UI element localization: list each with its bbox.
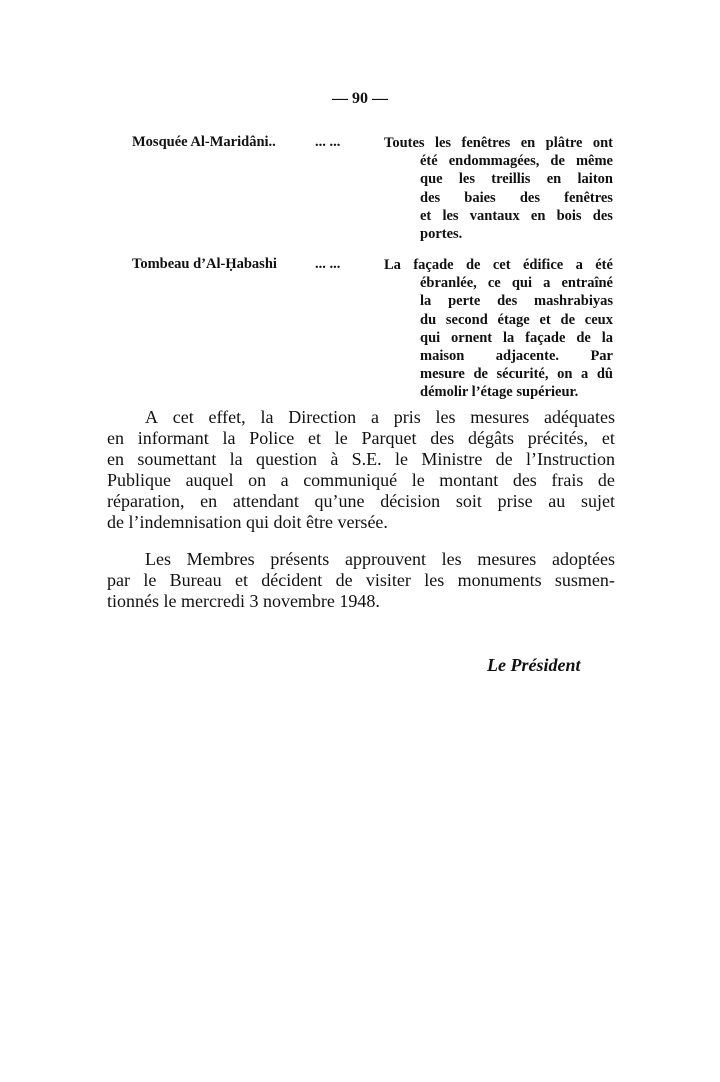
- description-line: portes.: [420, 226, 463, 243]
- entry-leader-dots: ... ...: [315, 256, 341, 272]
- page-number: — 90 —: [332, 90, 388, 107]
- description-line: des baies des fenêtres: [420, 189, 613, 206]
- entry-leader-dots: ... ...: [315, 134, 341, 150]
- description-line: Toutes les fenêtres en plâtre ont: [384, 135, 613, 151]
- entry-description: [384, 256, 613, 402]
- paragraph-line: Publique auquel on a communiqué le montant des frais de: [107, 470, 615, 490]
- description-line: ébranlée, ce qui a entraîné: [420, 275, 613, 292]
- description-line: et les vantaux en bois des: [420, 207, 613, 224]
- description-line: qui ornent la façade de la: [420, 329, 613, 346]
- paragraph-line: réparation, en attendant qu’une décision soit prise au sujet: [107, 491, 615, 511]
- paragraph-line: par le Bureau et décident de visiter les monuments susmen-: [107, 570, 615, 590]
- description-line: démolir l’étage supérieur.: [420, 384, 579, 401]
- description-line: que les treillis en laiton: [420, 171, 613, 188]
- entry-label: Tombeau d’Al-Ḥabashi: [132, 256, 277, 272]
- body-paragraph-direction: [107, 407, 615, 533]
- signature-president: Le Président: [487, 655, 581, 675]
- description-line: La façade de cet édifice a été: [384, 257, 613, 273]
- entry-description: [384, 134, 613, 243]
- paragraph-line: Les Membres présents approuvent les mesures adoptées: [145, 549, 615, 569]
- description-line: mesure de sécurité, on a dû: [420, 366, 613, 383]
- paragraph-line: de l’indemnisation qui doit être versée.: [107, 512, 388, 532]
- description-line: la perte des mashrabiyas: [420, 293, 613, 310]
- body-paragraph-members: [107, 549, 615, 612]
- description-line: du second étage et de ceux: [420, 311, 613, 328]
- paragraph-line: en soumettant la question à S.E. le Ministre de l’Instruction: [107, 449, 615, 469]
- paragraph-line: tionnés le mercredi 3 novembre 1948.: [107, 591, 380, 611]
- entry-label: Mosquée Al-Maridâni..: [132, 134, 276, 150]
- description-line: maison adjacente. Par: [420, 348, 613, 365]
- paragraph-line: A cet effet, la Direction a pris les mesures adéquates: [145, 407, 615, 427]
- description-line: été endommagées, de même: [420, 153, 613, 170]
- paragraph-line: en informant la Police et le Parquet des dégâts précités, et: [107, 428, 615, 448]
